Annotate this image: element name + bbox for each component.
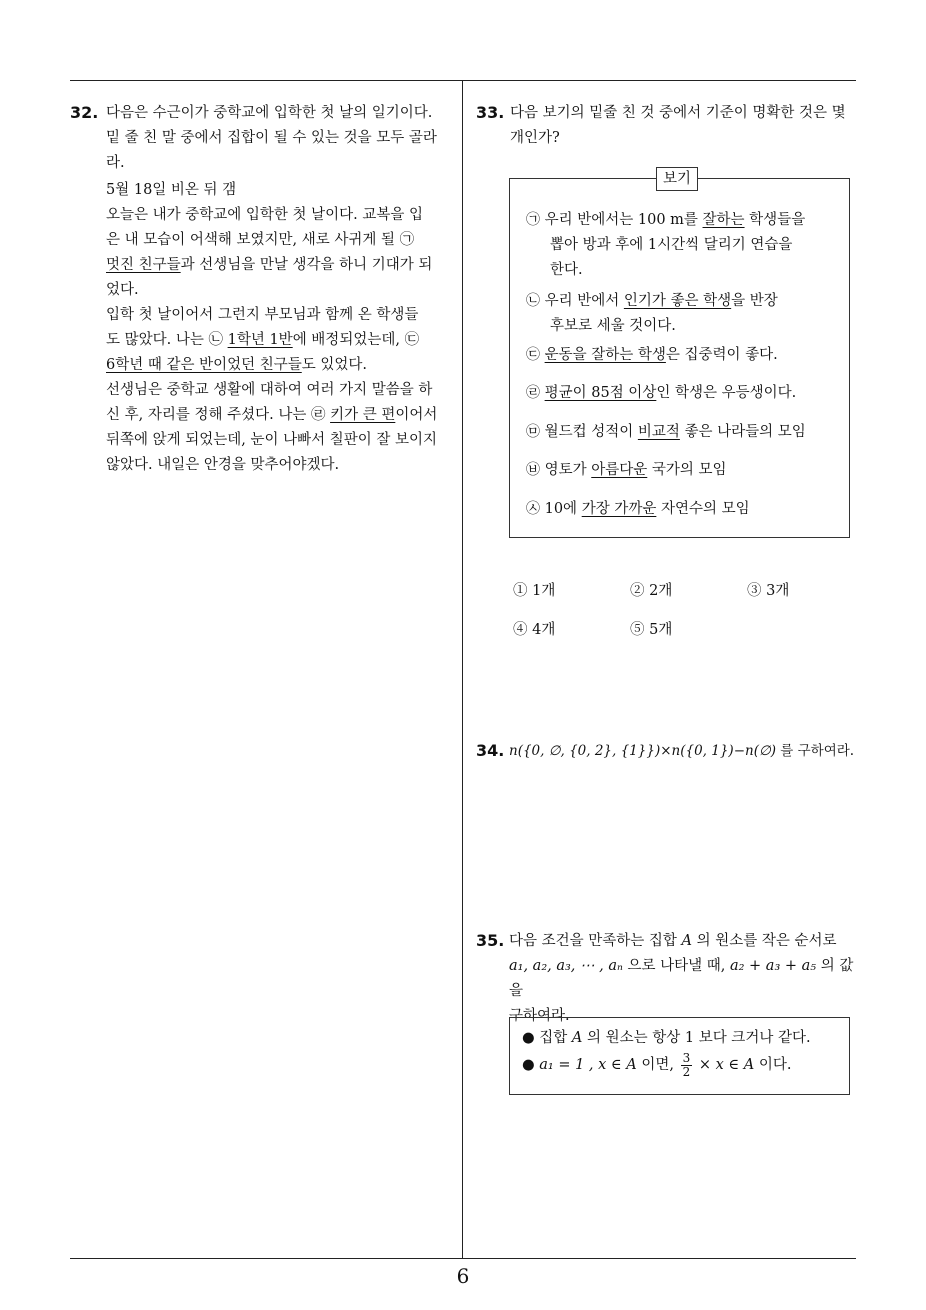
underlined-phrase: 운동을 잘하는 학생 [544, 347, 666, 363]
math-variable: A [681, 933, 692, 949]
question-prompt [509, 929, 861, 1029]
question-number: 35. [476, 931, 505, 950]
bogi-item [526, 420, 846, 445]
answer-choice-2[interactable]: ② 2개 [630, 583, 673, 599]
item-marker: ㉠ [526, 212, 540, 228]
bogi-item [526, 343, 846, 368]
underlined-phrase: 가장 가까운 [581, 501, 657, 517]
item-text: 인 학생은 우등생이다. [656, 385, 797, 401]
condition-text: 집합 [539, 1030, 568, 1046]
diary-text-segment: 과 선생님을 만날 생각을 하니 기대가 되 [180, 257, 433, 273]
diary-text-segment: 이어서 [395, 407, 438, 423]
prompt-line [509, 929, 861, 954]
diary-line: 었다. [106, 282, 139, 298]
question-prompt [510, 101, 860, 151]
math-expression: a₂ + a₃ + a₅ [729, 958, 817, 974]
underlined-phrase: 1학년 1반 [227, 332, 293, 348]
bogi-box-title: 보기 [656, 167, 698, 191]
underlined-phrase: 6학년 때 같은 반이었던 친구들 [106, 357, 302, 373]
item-marker: ㉢ [526, 347, 540, 363]
diary-line: 오늘은 내가 중학교에 입학한 첫 날이다. 교복을 입 [106, 207, 424, 223]
diary-text [106, 178, 458, 478]
diary-line: 않았다. 내일은 안경을 맞추어야겠다. [106, 457, 340, 473]
underlined-phrase: 평균이 85점 이상 [544, 385, 657, 401]
bogi-item [526, 289, 846, 339]
prompt-line: 개인가? [510, 130, 560, 146]
condition-text: 이면, [641, 1057, 674, 1073]
prompt-text: 를 구하여라. [780, 743, 855, 759]
diary-line: 은 내 모습이 어색해 보였지만, 새로 사귀게 될 ㉠ [106, 232, 415, 248]
condition-2 [522, 1050, 847, 1080]
question-prompt [106, 101, 456, 176]
answer-choice-3[interactable]: ③ 3개 [747, 583, 790, 599]
underlined-phrase: 아름다운 [591, 462, 648, 478]
prompt-text: 으로 나타낼 때, [627, 958, 726, 974]
underlined-phrase: 비교적 [637, 424, 680, 440]
diary-line: 선생님은 중학교 생활에 대하여 여러 가지 말씀을 하 [106, 382, 433, 398]
prompt-text: 의 원소를 작은 순서로 [696, 933, 837, 949]
item-text: 영토가 [544, 462, 592, 478]
diary-line [106, 403, 458, 428]
diary-line [106, 328, 458, 353]
item-text: 뽑아 방과 후에 1시간씩 달리기 연습을 [550, 237, 793, 253]
item-marker: ㉡ [526, 293, 540, 309]
underlined-phrase: 키가 큰 편 [330, 407, 396, 423]
prompt-text: 의 값을 [509, 958, 854, 999]
item-text: 은 집중력이 좋다. [665, 347, 778, 363]
fraction-denominator: 2 [682, 1064, 691, 1079]
condition-1 [522, 1026, 847, 1051]
fraction [681, 1052, 693, 1079]
prompt-line: 라. [106, 155, 125, 171]
math-expression: n({0, ∅, {0, 2}, {1}})×n({0, 1})−n(∅) [509, 743, 776, 759]
math-expression: a₁, a₂, a₃, ⋯ , aₙ [509, 958, 623, 974]
item-text: 자연수의 모임 [656, 501, 750, 517]
answer-choice-1[interactable]: ① 1개 [513, 583, 556, 599]
prompt-line: 다음 보기의 밑줄 친 것 중에서 기준이 명확한 것은 몇 [510, 105, 846, 121]
underlined-phrase: 멋진 친구들 [106, 257, 181, 273]
question-number: 33. [476, 103, 505, 122]
item-text: 학생들을 [744, 212, 806, 228]
item-marker: ㉥ [526, 462, 540, 478]
math-expression: a₁ = 1 , x ∈ A [539, 1057, 637, 1073]
bogi-item [526, 497, 846, 522]
item-marker: ㉤ [526, 424, 540, 440]
diary-line [106, 353, 458, 378]
math-variable: A [571, 1030, 583, 1046]
item-marker: ㉣ [526, 385, 540, 401]
item-text: 좋은 나라들의 모임 [679, 424, 806, 440]
prompt-text: 다음 조건을 만족하는 집합 [509, 933, 677, 949]
fraction-numerator: 3 [682, 1050, 691, 1065]
answer-choice-5[interactable]: ⑤ 5개 [630, 622, 673, 638]
item-marker: ㉦ [526, 501, 540, 517]
underlined-phrase: 잘하는 [702, 212, 745, 228]
bogi-item [526, 381, 846, 406]
condition-text: 이다. [758, 1057, 792, 1073]
prompt-line: 다음은 수근이가 중학교에 입학한 첫 날의 일기이다. [106, 105, 433, 121]
prompt-line: 밑 줄 친 말 중에서 집합이 될 수 있는 것을 모두 골라 [106, 130, 437, 146]
item-text: 우리 반에서 [544, 293, 624, 309]
item-text: 10에 [544, 501, 582, 517]
item-text: 월드컵 성적이 [544, 424, 638, 440]
prompt-line: 구하여라. [509, 1008, 570, 1024]
diary-text-segment: 도 많았다. 나는 ㉡ [106, 332, 223, 348]
underlined-phrase: 인기가 좋은 학생 [623, 293, 732, 309]
question-number: 34. [476, 741, 505, 760]
item-text: 우리 반에서는 100 m를 [544, 212, 703, 228]
item-text: 국가의 모임 [647, 462, 727, 478]
column-divider [462, 80, 463, 1258]
diary-text-segment: 에 배정되었는데, ㉢ [292, 332, 420, 348]
bullet-icon: ● [522, 1057, 535, 1073]
answer-choice-4[interactable]: ④ 4개 [513, 622, 556, 638]
diary-text-segment: 신 후, 자리를 정해 주셨다. 나는 ㉣ [106, 407, 326, 423]
condition-text: 의 원소는 항상 1 보다 크거나 같다. [586, 1030, 811, 1046]
item-text: 후보로 세울 것이다. [550, 318, 676, 334]
diary-text-segment: 도 있었다. [301, 357, 367, 373]
bullet-icon: ● [522, 1030, 535, 1046]
page-number: 6 [456, 1264, 470, 1288]
prompt-line [509, 954, 861, 1004]
item-text: 한다. [550, 262, 583, 278]
question-number: 32. [70, 103, 99, 122]
question-prompt [509, 739, 859, 764]
top-rule [70, 80, 856, 81]
diary-line: 뒤쪽에 앉게 되었는데, 눈이 나빠서 칠판이 잘 보이지 [106, 432, 438, 448]
bottom-rule [70, 1258, 856, 1259]
item-text: 을 반장 [731, 293, 778, 309]
diary-line: 입학 첫 날이어서 그런지 부모님과 함께 온 학생들 [106, 307, 419, 323]
bogi-item [526, 208, 846, 283]
diary-line [106, 253, 458, 278]
math-expression: × x ∈ A [698, 1057, 755, 1073]
diary-date: 5월 18일 비온 뒤 갬 [106, 182, 237, 198]
bogi-item [526, 458, 846, 483]
